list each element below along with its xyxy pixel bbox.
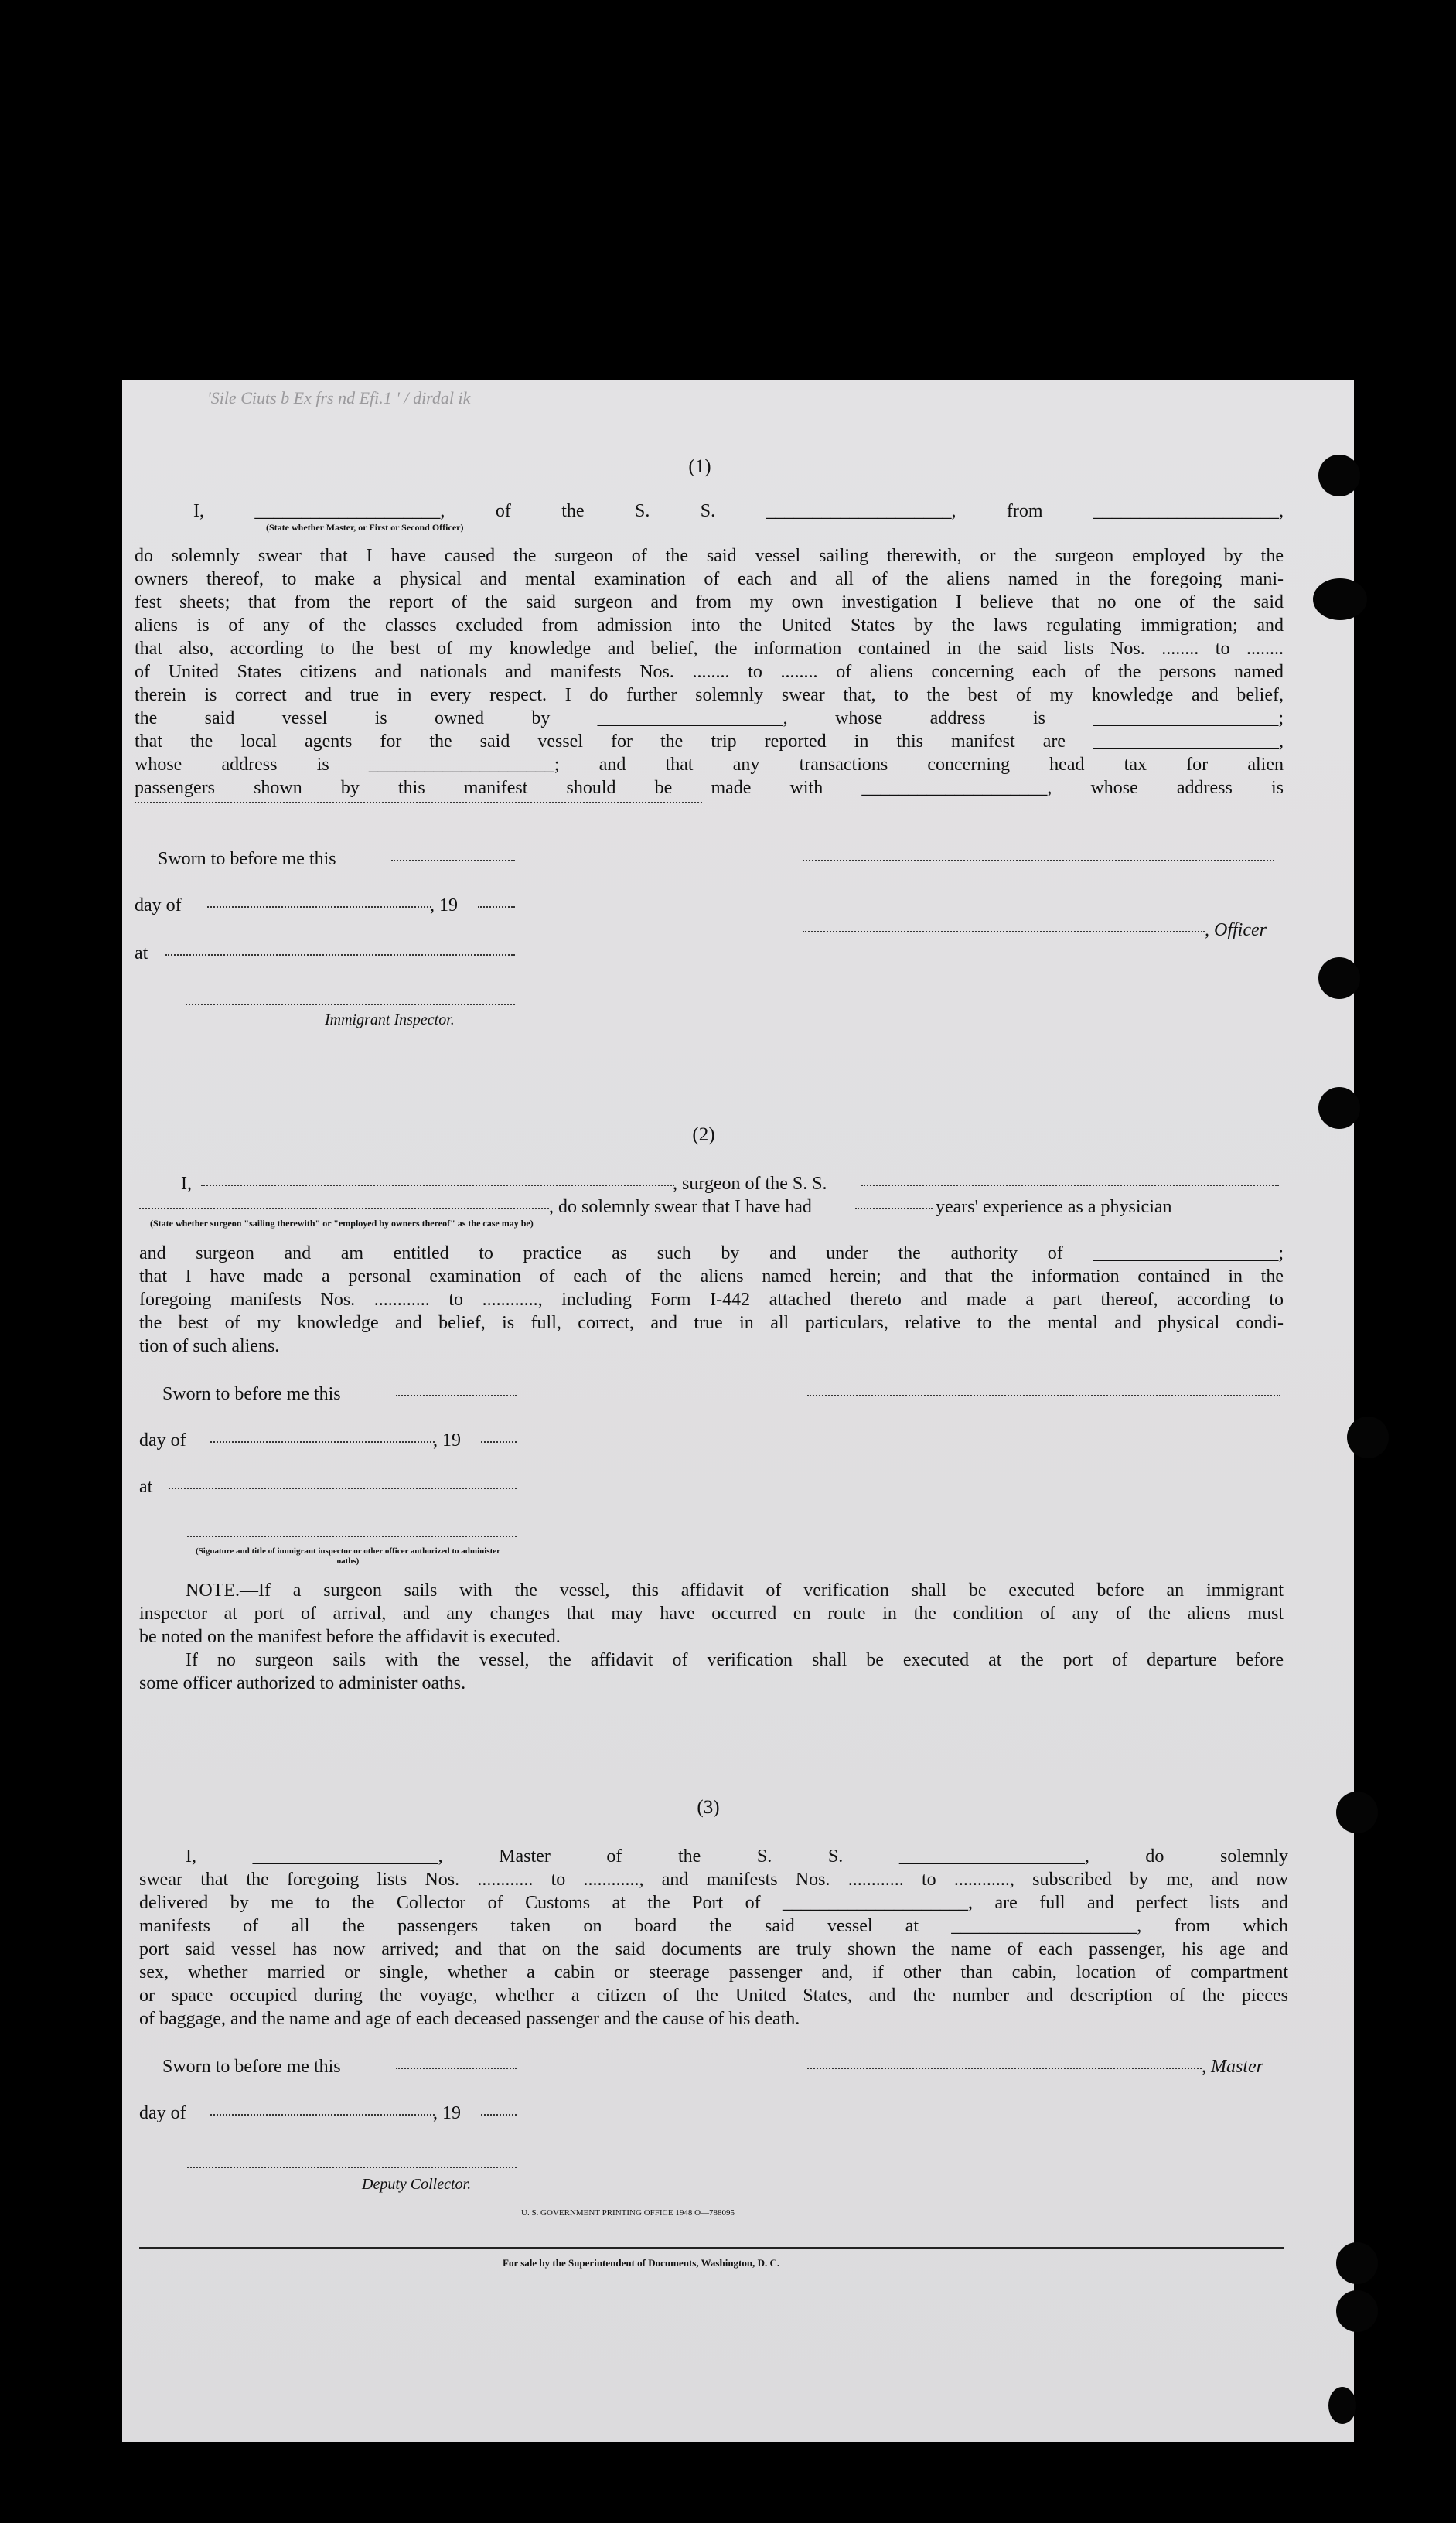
at-label: at: [139, 1477, 153, 1497]
section-1-line: therein is correct and true in every respect. I do further solemnly swear that, to the best of my knowledge and belief,: [135, 685, 1284, 705]
signature-note: (Signature and title of immigrant inspector or other officer authorized to administer oaths): [195, 1546, 501, 1566]
section-2-line: tion of such aliens.: [139, 1336, 280, 1356]
day-of-field[interactable]: [207, 906, 431, 908]
section-3-line: I, ____________________, Master of the S. S. ____________________, do solemnly: [186, 1846, 1288, 1867]
section-1-line: of United States citizens and nationals and manifests Nos. ........ to ........ of aliens concerning each of the persons named: [135, 662, 1284, 682]
deputy-collector-label: Deputy Collector.: [362, 2176, 472, 2193]
note-line: If no surgeon sails with the vessel, the affidavit of verification shall be executed at the port of departure before: [186, 1650, 1284, 1670]
section-1-officer-note: (State whether Master, or First or Second Officer): [266, 522, 464, 533]
immigrant-inspector-label: Immigrant Inspector.: [325, 1011, 455, 1028]
sworn-label: Sworn to before me this: [162, 2057, 341, 2077]
section-3-line: swear that the foregoing lists Nos. ............ to ............, and manifests Nos. ............ to ............, subscribed by me, and now: [139, 1870, 1288, 1890]
binder-hole: [1347, 1417, 1389, 1458]
day-of-field[interactable]: [210, 2114, 435, 2116]
section-1-line: the said vessel is owned by ____________________, whose address is ____________________;: [135, 708, 1284, 728]
section-3-line: manifests of all the passengers taken on board the said vessel at ____________________, from which: [139, 1916, 1288, 1936]
sworn-date-field[interactable]: [396, 2068, 517, 2069]
section-2-line: and surgeon and am entitled to practice as such by and under the authority of ____________________;: [139, 1243, 1284, 1263]
sworn-label: Sworn to before me this: [158, 849, 336, 869]
master-signature-line[interactable]: [807, 2068, 1202, 2069]
day-of-label: day of: [139, 2103, 186, 2123]
inspector-signature-line[interactable]: [187, 1536, 517, 1537]
at-field[interactable]: [165, 954, 515, 956]
address-fill-line: [135, 802, 702, 803]
section-1-line: do solemnly swear that I have caused the surgeon of the said vessel sailing therewith, or the surgeon employed by the: [135, 546, 1284, 566]
year-field[interactable]: [481, 2114, 517, 2116]
section-1-line: passengers shown by this manifest should be made with ____________________, whose address is: [135, 778, 1284, 798]
year-label: , 19: [430, 895, 458, 915]
section-2-line: the best of my knowledge and belief, is full, correct, and true in all particulars, relative to the mental and physical condi-: [139, 1313, 1284, 1333]
years-field[interactable]: [855, 1208, 933, 1209]
surgeon-of-ss: , surgeon of the S. S.: [673, 1174, 827, 1194]
note-line: some officer authorized to administer oaths.: [139, 1673, 466, 1693]
sworn-label: Sworn to before me this: [162, 1384, 341, 1404]
section-3-number: (3): [697, 1797, 720, 1818]
section-2-number: (2): [692, 1124, 715, 1145]
section-1-line: aliens is of any of the classes excluded from admission into the United States by the laws regulating immigration; and: [135, 615, 1284, 636]
master-label: , Master: [1202, 2057, 1263, 2077]
for-sale-notice: For sale by the Superintendent of Documents, Washington, D. C.: [503, 2257, 780, 2269]
section-2-i: I,: [181, 1174, 192, 1194]
section-2-line: that I have made a personal examination of each of the aliens named herein; and that the information contained in the: [139, 1267, 1284, 1287]
day-of-label: day of: [135, 895, 182, 915]
section-1-number: (1): [688, 456, 711, 477]
year-field[interactable]: [478, 906, 515, 908]
header-scrawl: 'Sile Ciuts b Ex frs nd Efi.1 ' / dirdal ik: [207, 388, 471, 407]
section-3-line: port said vessel has now arrived; and that on the said documents are truly shown the name of each passenger, his age and: [139, 1939, 1288, 1959]
binder-hole: [1336, 1792, 1378, 1833]
year-field[interactable]: [481, 1441, 517, 1443]
note-line: be noted on the manifest before the affidavit is executed.: [139, 1627, 561, 1647]
form-page: [122, 380, 1354, 2442]
binder-hole: [1336, 2242, 1378, 2284]
section-1-line: fest sheets; that from the report of the said surgeon and from my own investigation I believe that no one of the said: [135, 592, 1284, 612]
surgeon-signature-line[interactable]: [807, 1395, 1280, 1396]
note-line: inspector at port of arrival, and any changes that may have occurred en route in the condition of any of the aliens must: [139, 1604, 1284, 1624]
section-1-line: owners thereof, to make a physical and mental examination of each and all of the aliens named in the foregoing mani-: [135, 569, 1284, 589]
inspector-signature-line[interactable]: [186, 1004, 515, 1005]
section-3-line: or space occupied during the voyage, whether a citizen of the United States, and the number and description of the pieces: [139, 1986, 1288, 2006]
binder-hole: [1336, 2290, 1378, 2332]
section-1-line: whose address is ____________________; and that any transactions concerning head tax for alien: [135, 755, 1284, 775]
binder-hole: [1318, 455, 1360, 496]
surgeon-status-field[interactable]: [139, 1208, 549, 1209]
officer-label: , Officer: [1205, 920, 1267, 940]
section-2-swear: , do solemnly swear that I have had: [549, 1197, 812, 1217]
section-3-line: of baggage, and the name and age of each deceased passenger and the cause of his death.: [139, 2009, 800, 2029]
officer-signature-line-top[interactable]: [803, 860, 1274, 861]
surgeon-status-note: (State whether surgeon "sailing therewith" or "employed by owners thereof" as the case may be): [150, 1218, 534, 1229]
sworn-date-field[interactable]: [396, 1395, 517, 1396]
section-3-line: delivered by me to the Collector of Customs at the Port of ____________________, are full and perfect lists and: [139, 1893, 1288, 1913]
binder-hole: [1328, 2387, 1356, 2424]
note-line: NOTE.—If a surgeon sails with the vessel, this affidavit of verification shall be executed before an immigrant: [186, 1580, 1284, 1601]
year-label: , 19: [433, 2103, 461, 2123]
year-label: , 19: [433, 1430, 461, 1451]
binder-hole: [1313, 578, 1367, 620]
footer-rule: [139, 2247, 1284, 2249]
surgeon-name-field[interactable]: [201, 1185, 674, 1186]
section-1-line: that the local agents for the said vessel for the trip reported in this manifest are ____________________,: [135, 731, 1284, 752]
binder-hole: [1318, 957, 1360, 999]
at-field[interactable]: [169, 1488, 517, 1489]
section-2-years: years' experience as a physician: [936, 1197, 1172, 1217]
sworn-date-field[interactable]: [391, 860, 515, 861]
section-3-line: sex, whether married or single, whether a cabin or steerage passenger and, if other than cabin, location of compartment: [139, 1962, 1288, 1983]
printing-office-imprint: U. S. GOVERNMENT PRINTING OFFICE 1948 O—788095: [521, 2208, 735, 2218]
day-of-field[interactable]: [210, 1441, 435, 1443]
section-1-line: I, ____________________, of the S. S. ____________________, from ____________________,: [193, 501, 1284, 521]
collector-signature-line[interactable]: [187, 2167, 517, 2168]
binder-hole: [1318, 1087, 1360, 1129]
surgeon-ship-field[interactable]: [861, 1185, 1279, 1186]
bleed-through-mark: –: [555, 2341, 563, 2358]
day-of-label: day of: [139, 1430, 186, 1451]
officer-signature-line[interactable]: [803, 931, 1205, 932]
at-label: at: [135, 943, 148, 963]
section-2-line: foregoing manifests Nos. ............ to ............, including Form I-442 attached thereto and made a part thereof, according to: [139, 1290, 1284, 1310]
section-1-line: that also, according to the best of my knowledge and belief, the information contained in the said lists Nos. ........ to ........: [135, 639, 1284, 659]
